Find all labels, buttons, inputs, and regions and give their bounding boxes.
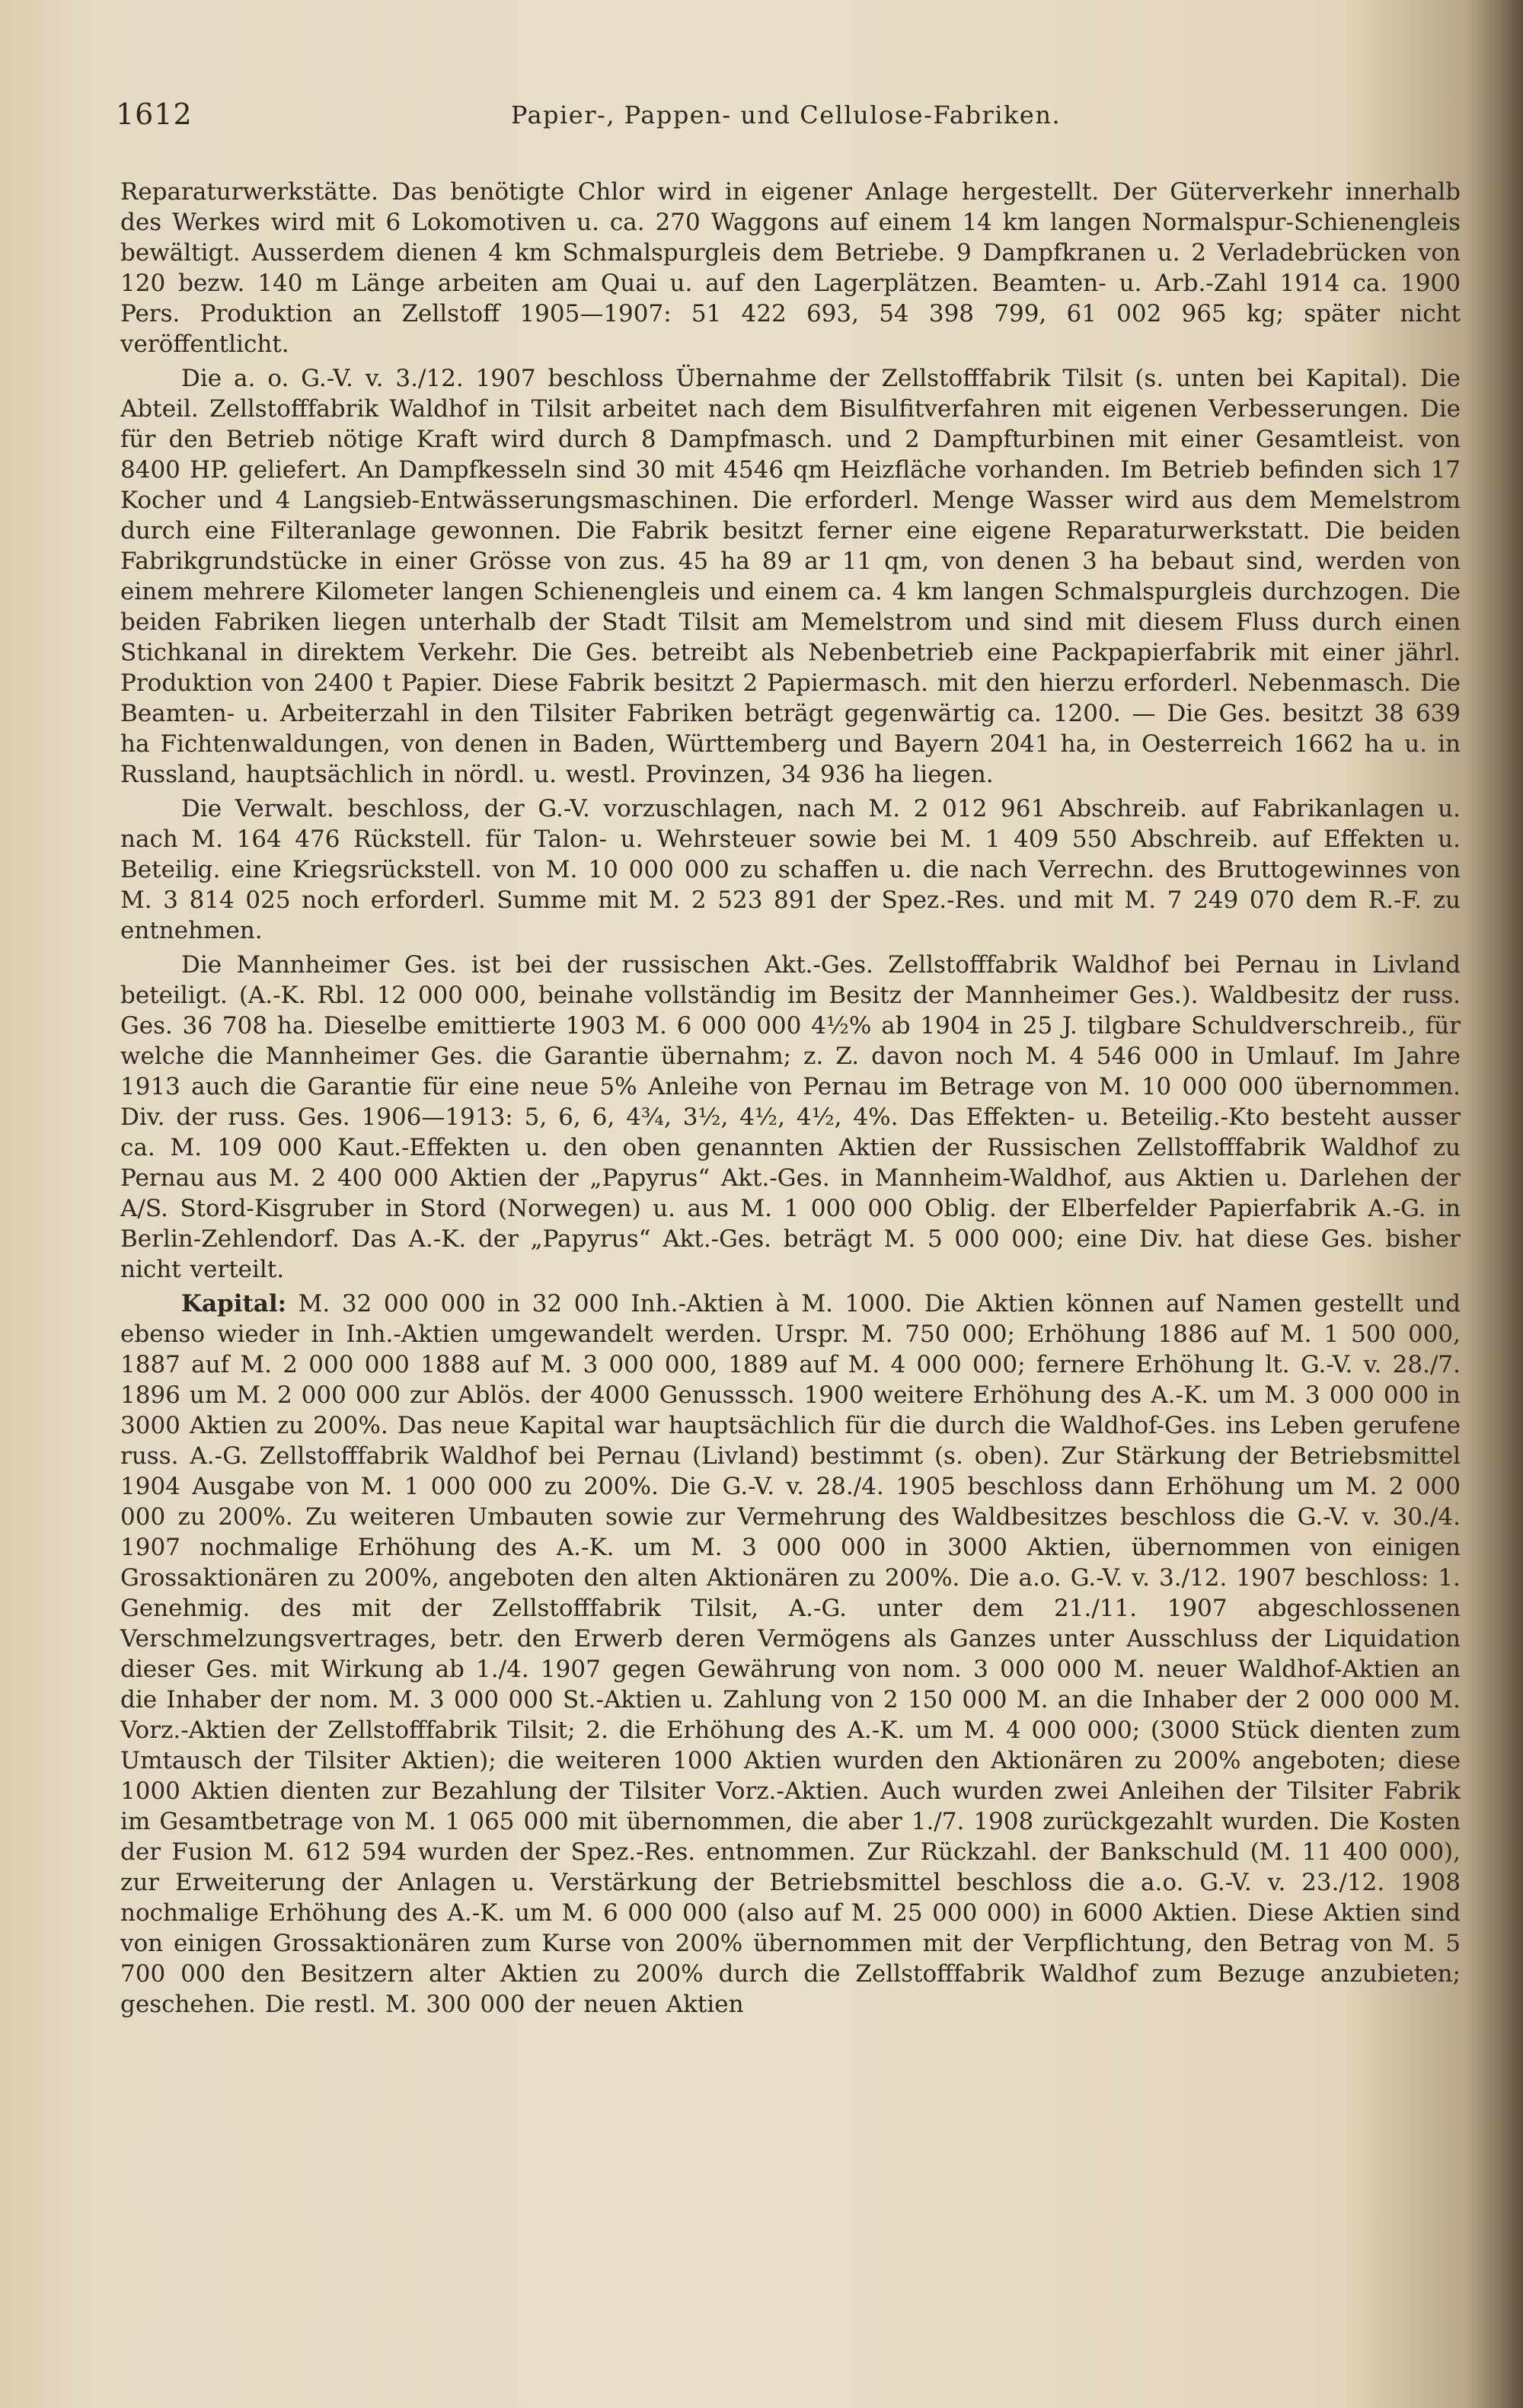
running-title: Papier-, Pappen- und Cellulose-Fabriken.	[510, 101, 1062, 129]
body-text	[120, 177, 1461, 2023]
paragraph-verwaltung: Die Verwalt. beschloss, der G.-V. vorzuschlagen, nach M. 2 012 961 Abschreib. auf Fabrikanlagen u. nach M. 164 476 Rückstell. für Talon- u. Wehrsteuer sowie bei M. 1 409 550 Abschreib. auf Effekten u. Beteilig. eine Kriegsrückstell. von M. 10 000 000 zu schaffen u. die nach Verrechn. des Bruttogewinnes von M. 3 814 025 noch erforderl. Summe mit M. 2 523 891 der Spez.-Res. und mit M. 7 249 070 dem R.-F. zu entnehmen.	[120, 795, 1461, 944]
paragraph-reparatur: Reparaturwerkstätte. Das benötigte Chlor wird in eigener Anlage hergestellt. Der Güterverkehr innerhalb des Werkes wird mit 6 Lokomotiven u. ca. 270 Waggons auf einem 14 km langen Normalspur-Schienengleis bewältigt. Ausserdem dienen 4 km Schmalspurgleis dem Betriebe. 9 Dampfkranen u. 2 Verladebrücken von 120 bezw. 140 m Länge arbeiten am Quai u. auf den Lagerplätzen. Beamten- u. Arb.-Zahl 1914 ca. 1900 Pers. Produktion an Zellstoff 1905—1907: 51 422 693, 54 398 799, 61 002 965 kg; später nicht veröffentlicht.	[120, 178, 1461, 358]
page-edge-shadow	[1470, 0, 1523, 2408]
page-number: 1612	[116, 97, 193, 131]
paragraph-tilsit: Die a. o. G.-V. v. 3./12. 1907 beschloss Übernahme der Zellstofffabrik Tilsit (s. unten bei Kapital). Die Abteil. Zellstofffabrik Waldhof in Tilsit arbeitet nach dem Bisulfitverfahren mit eigenen Verbesserungen. Die für den Betrieb nötige Kraft wird durch 8 Dampfmasch. und 2 Dampfturbinen mit einer Gesamtleist. von 8400 HP. geliefert. An Dampfkesseln sind 30 mit 4546 qm Heizfläche vorhanden. Im Betrieb befinden sich 17 Kocher und 4 Langsieb-Entwässerungsmaschinen. Die erforderl. Menge Wasser wird aus dem Memelstrom durch eine Filteranlage gewonnen. Die Fabrik besitzt ferner eine eigene Reparaturwerkstatt. Die beiden Fabrikgrundstücke in einer Grösse von zus. 45 ha 89 ar 11 qm, von denen 3 ha bebaut sind, werden von einem mehrere Kilometer langen Schienengleis und einem ca. 4 km langen Schmalspurgleis durchzogen. Die beiden Fabriken liegen unterhalb der Stadt Tilsit am Memelstrom und sind mit diesem Fluss durch einen Stichkanal in direktem Verkehr. Die Ges. betreibt als Nebenbetrieb eine Packpapierfabrik mit einer jährl. Produktion von 2400 t Papier. Diese Fabrik besitzt 2 Papiermasch. mit den hierzu erforderl. Nebenmasch. Die Beamten- u. Arbeiterzahl in den Tilsiter Fabriken beträgt gegenwärtig ca. 1200. — Die Ges. besitzt 38 639 ha Fichtenwaldungen, von denen in Baden, Württemberg und Bayern 2041 ha, in Oesterreich 1662 ha u. in Russland, hauptsächlich in nördl. u. westl. Provinzen, 34 936 ha liegen.	[120, 365, 1461, 788]
page-header	[116, 97, 1456, 133]
paragraph-kapital	[120, 1289, 1461, 2020]
paragraph-pernau: Die Mannheimer Ges. ist bei der russischen Akt.-Ges. Zellstofffabrik Waldhof bei Pernau in Livland beteiligt. (A.-K. Rbl. 12 000 000, beinahe vollständig im Besitz der Mannheimer Ges.). Waldbesitz der russ. Ges. 36 708 ha. Dieselbe emittierte 1903 M. 6 000 000 4½% ab 1904 in 25 J. tilgbare Schuldverschreib., für welche die Mannheimer Ges. die Garantie übernahm; z. Z. davon noch M. 4 546 000 in Umlauf. Im Jahre 1913 auch die Garantie für eine neue 5% Anleihe von Pernau im Betrage von M. 10 000 000 übernommen. Div. der russ. Ges. 1906—1913: 5, 6, 6, 4¾, 3½, 4½, 4½, 4%. Das Effekten- u. Beteilig.-Kto besteht ausser ca. M. 109 000 Kaut.-Effekten u. den oben genannten Aktien der Russischen Zellstofffabrik Waldhof zu Pernau aus M. 2 400 000 Aktien der „Papyrus“ Akt.-Ges. in Mannheim-Waldhof, aus Aktien u. Darlehen der A/S. Stord-Kisgruber in Stord (Norwegen) u. aus M. 1 000 000 Oblig. der Elberfelder Papierfabrik A.-G. in Berlin-Zehlendorf. Das A.-K. der „Papyrus“ Akt.-Ges. beträgt M. 5 000 000; eine Div. hat diese Ges. bisher nicht verteilt.	[120, 951, 1461, 1283]
kapital-label: Kapital:	[181, 1290, 287, 1317]
kapital-text: M. 32 000 000 in 32 000 Inh.-Aktien à M. 1000. Die Aktien können auf Namen gestellt und ebenso wieder in Inh.-Aktien umgewandelt werden. Urspr. M. 750 000; Erhöhung 1886 auf M. 1 500 000, 1887 auf M. 2 000 000 1888 auf M. 3 000 000, 1889 auf M. 4 000 000; fernere Erhöhung lt. G.-V. v. 28./7. 1896 um M. 2 000 000 zur Ablös. der 4000 Genusssch. 1900 weitere Erhöhung des A.-K. um M. 3 000 000 in 3000 Aktien zu 200%. Das neue Kapital war hauptsächlich für die durch die Waldhof-Ges. ins Leben gerufene russ. A.-G. Zellstofffabrik Waldhof bei Pernau (Livland) bestimmt (s. oben). Zur Stärkung der Betriebsmittel 1904 Ausgabe von M. 1 000 000 zu 200%. Die G.-V. v. 28./4. 1905 beschloss dann Erhöhung um M. 2 000 000 zu 200%. Zu weiteren Umbauten sowie zur Vermehrung des Waldbesitzes beschloss die G.-V. v. 30./4. 1907 nochmalige Erhöhung des A.-K. um M. 3 000 000 in 3000 Aktien, übernommen von einigen Grossaktionären zu 200%, angeboten den alten Aktionären zu 200%. Die a.o. G.-V. v. 3./12. 1907 beschloss: 1. Genehmig. des mit der Zellstofffabrik Tilsit, A.-G. unter dem 21./11. 1907 abgeschlossenen Verschmelzungsvertrages, betr. den Erwerb deren Vermögens als Ganzes unter Ausschluss der Liquidation dieser Ges. mit Wirkung ab 1./4. 1907 gegen Gewährung von nom. 3 000 000 M. neuer Waldhof-Aktien an die Inhaber der nom. M. 3 000 000 St.-Aktien u. Zahlung von 2 150 000 M. an die Inhaber der 2 000 000 M. Vorz.-Aktien der Zellstofffabrik Tilsit; 2. die Erhöhung des A.-K. um M. 4 000 000; (3000 Stück dienten zum Umtausch der Tilsiter Aktien); die weiteren 1000 Aktien wurden den Aktionären zu 200% angeboten; diese 1000 Aktien dienten zur Bezahlung der Tilsiter Vorz.-Aktien. Auch wurden zwei Anleihen der Tilsiter Fabrik im Gesamtbetrage von M. 1 065 000 mit übernommen, die aber 1./7. 1908 zurückgezahlt wurden. Die Kosten der Fusion M. 612 594 wurden der Spez.-Res. entnommen. Zur Rückzahl. der Bankschuld (M. 11 400 000), zur Erweiterung der Anlagen u. Verstärkung der Betriebsmittel beschloss die a.o. G.-V. v. 23./12. 1908 nochmalige Erhöhung des A.-K. um M. 6 000 000 (also auf M. 25 000 000) in 6000 Aktien. Diese Aktien sind von einigen Grossaktionären zum Kurse von 200% übernommen mit der Verpflichtung, den Betrag von M. 5 700 000 den Besitzern alter Aktien zu 200% durch die Zellstofffabrik Waldhof zum Bezuge anzubieten; geschehen. Die restl. M. 300 000 der neuen Aktien	[120, 1290, 1461, 2018]
